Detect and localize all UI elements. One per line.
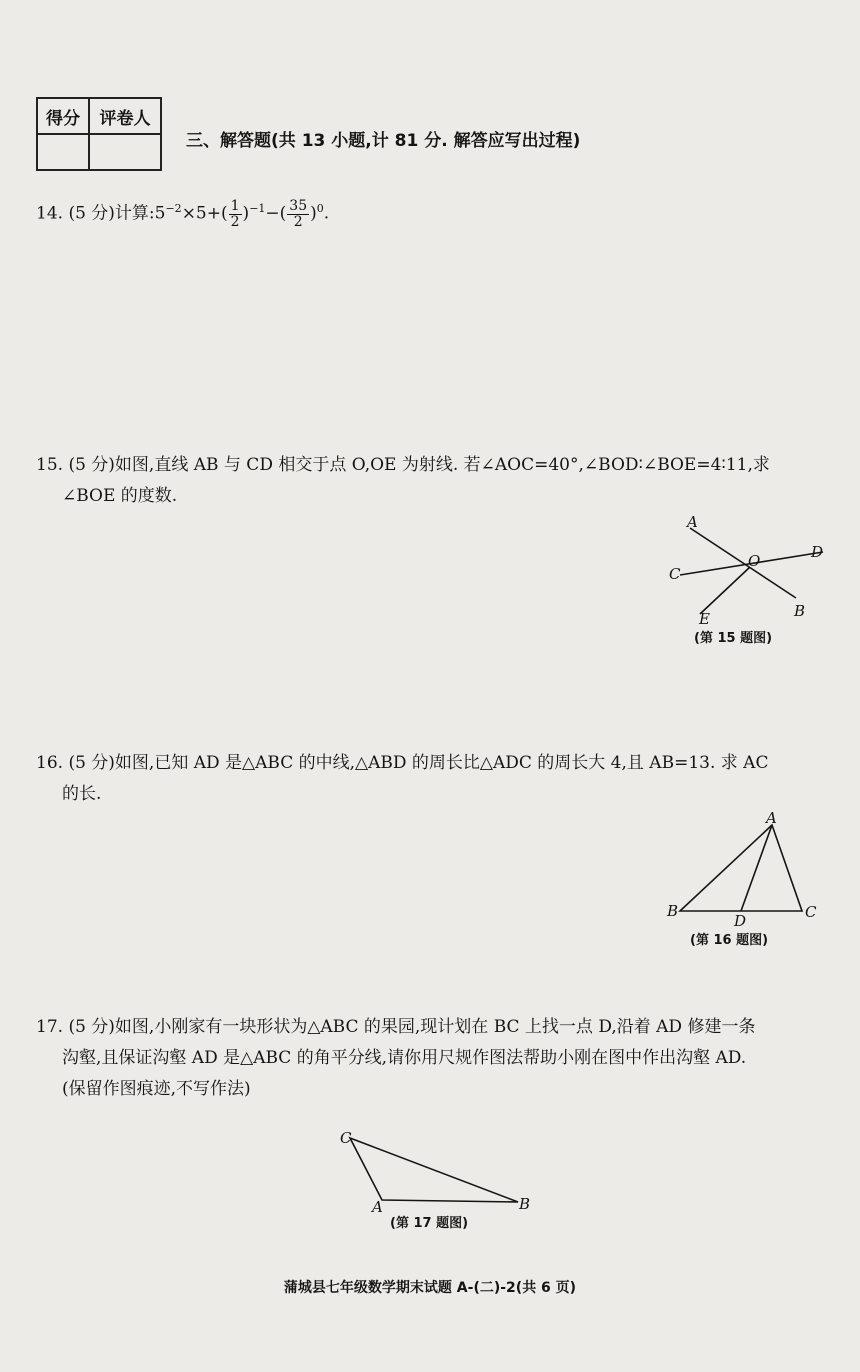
caption-15: (第 15 题图) (694, 631, 773, 646)
page-footer: 蒲城县七年级数学期末试题 A-(二)-2(共 6 页) (283, 1280, 577, 1296)
label-b: B (794, 602, 806, 620)
ray-oe (700, 567, 750, 614)
label-d: D (811, 543, 824, 561)
median-ad (741, 825, 772, 911)
label-e: E (699, 610, 710, 628)
question-17: 17. (5 分)如图,小刚家有一块形状为△ABC 的果园,现计划在 BC 上找一点 D,沿着 AD 修建一条 沟壑,且保证沟壑 AD 是△ABC 的角平分线,请你用尺规作图法帮助小刚在图中作出沟壑 AD. (保留作图痕迹,不写作法) (36, 1017, 756, 1099)
figure-16 (660, 808, 830, 953)
figure-17 (330, 1122, 550, 1234)
label-c: C (805, 903, 817, 921)
question-16: 16. (5 分)如图,已知 AD 是△ABC 的中线,△ABD 的周长比△ADC 的周长大 4,且 AB=13. 求 AC 的长. (36, 753, 769, 804)
label-d: D (734, 912, 747, 930)
triangle-abc (680, 825, 802, 911)
grader-cell (89, 134, 161, 170)
label-c: C (669, 565, 681, 583)
label-a: A (372, 1198, 383, 1216)
question-15: 15. (5 分)如图,直线 AB 与 CD 相交于点 O,OE 为射线. 若∠AOC=40°,∠BOD∶∠BOE=4∶11,求 ∠BOE 的度数. (36, 455, 770, 506)
label-o: O (748, 552, 761, 570)
label-b: B (667, 902, 679, 920)
label-b: B (519, 1195, 531, 1213)
label-c: C (340, 1129, 352, 1147)
label-a: A (687, 513, 698, 531)
figure-15 (660, 510, 835, 650)
caption-17: (第 17 题图) (390, 1216, 469, 1231)
question-14: 14. (5 分)计算$:5^{-2}\times 5+$( $\frac{1}{2}$ )$^{-1}$−( $\frac{35}{2}$ )$^0$. (36, 197, 330, 230)
score-table (36, 97, 162, 171)
score-cell (37, 134, 89, 170)
section-title: 三、解答题(共 13 小题,计 81 分. 解答应写出过程) (186, 131, 581, 151)
score-header: 得分 (37, 98, 89, 134)
fraction-35-halves: $\frac{35}{2}$ (289, 197, 308, 230)
caption-16: (第 16 题图) (690, 933, 769, 948)
triangle-abc (350, 1138, 518, 1202)
label-a: A (766, 809, 777, 827)
fraction-one-half: $\frac{1}{2}$ (230, 197, 240, 230)
grader-header: 评卷人 (89, 98, 161, 134)
line-ab (690, 528, 796, 598)
